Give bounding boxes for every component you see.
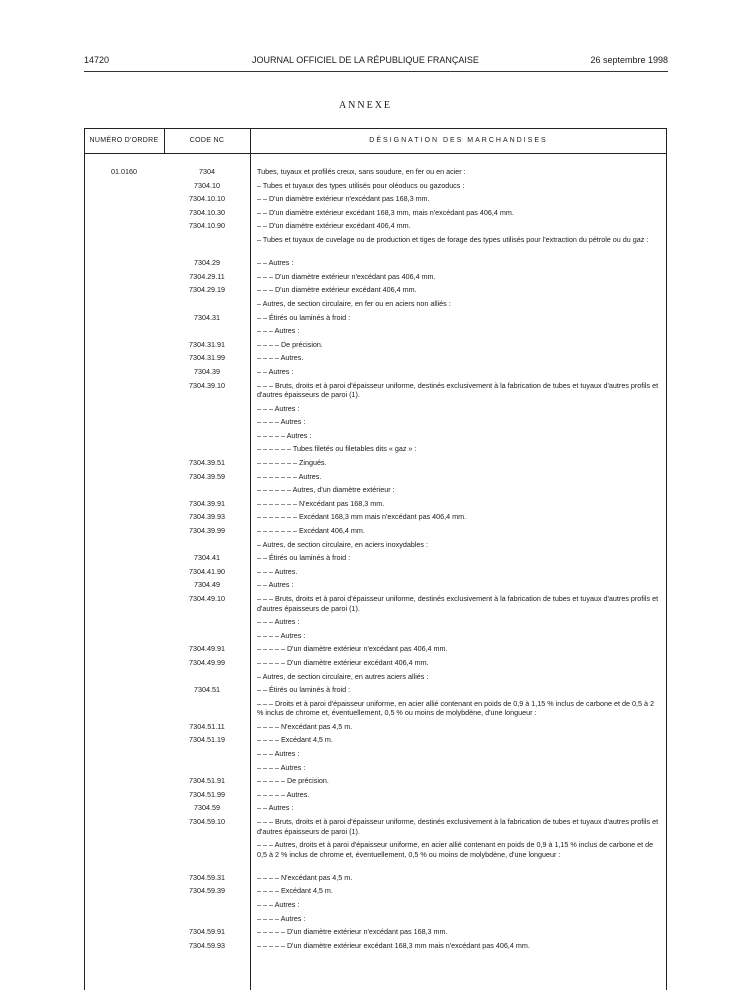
designation-text: – – – – Autres. (257, 353, 304, 363)
nc-code: 7304.51.11 (189, 721, 225, 731)
designation-text: – – – Autres. (257, 566, 298, 576)
designation-text: – – – – Autres : (257, 417, 306, 427)
nc-code: 7304 (199, 167, 215, 176)
nc-code: 7304.51.99 (189, 789, 225, 799)
nc-code: 7304.59.39 (189, 886, 225, 896)
nc-code: 7304.31.99 (189, 353, 225, 363)
nc-code: 7304.59.91 (189, 927, 225, 937)
designation-text: – – – D'un diamètre extérieur excédant 406,4 mm. (257, 285, 417, 295)
designation-text: – – – D'un diamètre extérieur n'excédant pas 406,4 mm. (257, 271, 436, 281)
nc-code: 7304.29 (194, 258, 220, 268)
designation-text: – – – Autres : (257, 899, 300, 909)
designation-text: – – – – – Autres : (257, 430, 312, 440)
nc-code: 7304.10.10 (189, 194, 225, 204)
column-divider (250, 128, 251, 990)
designation-text: – Autres, de section circulaire, en autres aciers alliés : (257, 671, 429, 681)
designation-text: – Tubes et tuyaux des types utilisés pour oléoducs ou gazoducs : (257, 180, 465, 190)
header-rule (84, 71, 668, 72)
designation-text: Tubes, tuyaux et profilés creux, sans soudure, en fer ou en acier : (257, 167, 466, 176)
designation-text: – – – Autres : (257, 326, 300, 336)
designation-text: – – – – – – Tubes filetés ou filetables dits « gaz » : (257, 444, 417, 454)
designation-text: – – – – – D'un diamètre extérieur excédant 406,4 mm. (257, 657, 429, 667)
nc-code: 7304.31 (194, 312, 220, 322)
nc-code: 7304.39 (194, 366, 220, 376)
designation-text: – – D'un diamètre extérieur excédant 168,3 mm, mais n'excédant pas 406,4 mm. (257, 207, 514, 217)
publication-date: 26 septembre 1998 (590, 55, 668, 65)
designation-text: – – – – – – – Excédant 168,3 mm mais n'excédant pas 406,4 mm. (257, 512, 467, 522)
designation-text: – – – – – – – Excédant 406,4 mm. (257, 526, 365, 535)
nc-code: 7304.39.99 (189, 526, 225, 535)
designation-text: – – – – – – – Zingués. (257, 458, 327, 467)
nc-code: 7304.31.91 (189, 339, 225, 349)
designation-text: – – D'un diamètre extérieur excédant 406,4 mm. (257, 221, 411, 231)
designation-text: – – D'un diamètre extérieur n'excédant pas 168,3 mm. (257, 194, 430, 204)
nc-code: 7304.39.51 (189, 458, 225, 467)
designation-text: – – – – N'excédant pas 4,5 m. (257, 872, 353, 882)
designation-text: – – – – Excédant 4,5 m. (257, 735, 333, 745)
designation-text: – – Étirés ou laminés à froid : (257, 553, 351, 563)
nc-code: 7304.10 (194, 180, 220, 190)
designation-text: – – – Bruts, droits et à paroi d'épaisseur uniforme, destinés exclusivement à la fabrication de tubes et tuyaux d'autres profils et d'autres épaisseurs de paroi (1). (257, 380, 659, 399)
journal-title: JOURNAL OFFICIEL DE LA RÉPUBLIQUE FRANÇAISE (252, 55, 479, 65)
designation-text: – – – – Excédant 4,5 m. (257, 886, 333, 896)
nc-code: 7304.39.93 (189, 512, 225, 522)
column-header-numero: NUMÉRO D'ORDRE (89, 137, 159, 144)
nc-code: 7304.59.31 (189, 872, 225, 882)
nc-code: 7304.51 (194, 685, 220, 695)
designation-text: – – – Bruts, droits et à paroi d'épaisseur uniforme, destinés exclusivement à la fabrication de tubes et tuyaux d'autres profils et d'autres épaisseurs de paroi (1). (257, 817, 659, 836)
nc-code: 7304.39.91 (189, 498, 225, 508)
designation-text: – – – – – D'un diamètre extérieur n'excédant pas 406,4 mm. (257, 644, 448, 654)
designation-text: – – – – – – Autres, d'un diamètre extérieur : (257, 485, 395, 495)
nc-code: 7304.59.93 (189, 940, 225, 950)
designation-text: – – – – – De précision. (257, 776, 329, 786)
nc-code: 7304.59 (194, 803, 220, 813)
nc-code: 7304.10.30 (189, 207, 225, 217)
designation-text: – – – Autres, droits et à paroi d'épaisseur uniforme, en acier allié contenant en poids de 0,9 à 1,15 % inclus de carbone et de 0,5 à 2 % inclus de chrome et, éventuellement, 0,5 % ou moins de molybdène, d'une longueur : (257, 840, 654, 859)
designation-text: – – – Bruts, droits et à paroi d'épaisseur uniforme, destinés exclusivement à la fabrication de tubes et tuyaux d'autres profils et d'autres épaisseurs de paroi (1). (257, 594, 659, 613)
nc-code: 7304.49 (194, 580, 220, 590)
designation-text: – – – – – – – Autres. (257, 471, 322, 481)
designation-text: – – – – – – – N'excédant pas 168,3 mm. (257, 498, 385, 508)
designation-text: – – – Autres : (257, 617, 300, 627)
page-number: 14720 (84, 55, 110, 65)
designation-text: – Tubes et tuyaux de cuvelage ou de production et tiges de forage des types utilisés pour l'extraction du pétrole ou du gaz : (257, 235, 649, 244)
designation-text: – – – – N'excédant pas 4,5 m. (257, 721, 353, 731)
designation-text: – – Autres : (257, 258, 294, 268)
nc-code: 7304.49.10 (189, 594, 225, 603)
designation-text: – – Autres : (257, 366, 294, 376)
nc-code: 7304.29.19 (189, 285, 225, 295)
header-divider (84, 153, 667, 154)
designation-text: – – Autres : (257, 580, 294, 590)
designation-text: – – – – De précision. (257, 339, 323, 349)
column-header-designation: DÉSIGNATION DES MARCHANDISES (369, 137, 548, 144)
nc-code: 7304.49.99 (189, 657, 225, 667)
order-number: 01.0160 (111, 167, 137, 176)
nc-code: 7304.29.11 (189, 271, 225, 281)
column-divider (164, 128, 165, 153)
designation-text: – Autres, de section circulaire, en aciers inoxydables : (257, 539, 428, 549)
nc-code: 7304.39.59 (189, 471, 225, 481)
designation-text: – – – – Autres : (257, 913, 306, 923)
nc-code: 7304.41 (194, 553, 220, 563)
nc-code: 7304.10.90 (189, 221, 225, 231)
designation-text: – – – Autres : (257, 749, 300, 758)
designation-text: – – – Autres : (257, 403, 300, 413)
designation-text: – – – – – D'un diamètre extérieur n'excédant pas 168,3 mm. (257, 927, 448, 937)
designation-text: – – Étirés ou laminés à froid : (257, 312, 351, 322)
nc-code: 7304.49.91 (189, 644, 225, 654)
nc-code: 7304.59.10 (189, 817, 225, 826)
nc-code: 7304.51.91 (189, 776, 225, 786)
designation-text: – – Autres : (257, 803, 294, 813)
annexe-title: ANNEXE (338, 100, 393, 111)
nc-code: 7304.41.90 (189, 566, 225, 576)
designation-text: – – – – Autres : (257, 762, 306, 772)
designation-text: – – Étirés ou laminés à froid : (257, 685, 351, 695)
nc-code: 7304.51.19 (189, 735, 225, 745)
nc-code: 7304.39.10 (189, 380, 225, 390)
designation-text: – – – – – D'un diamètre extérieur excédant 168,3 mm mais n'excédant pas 406,4 mm. (257, 940, 530, 950)
designation-text: – – – – – Autres. (257, 789, 310, 799)
designation-text: – Autres, de section circulaire, en fer ou en aciers non alliés : (257, 298, 451, 308)
designation-text: – – – Droits et à paroi d'épaisseur uniforme, en acier allié contenant en poids de 0,9 à 1,15 % inclus de carbone et de 0,5 à 2 % inclus de chrome et, éventuellement, 0,5 % ou moins de molybdène, d'une longueur : (257, 698, 654, 718)
column-header-code: CODE NC (189, 137, 225, 144)
designation-text: – – – – Autres : (257, 630, 306, 640)
